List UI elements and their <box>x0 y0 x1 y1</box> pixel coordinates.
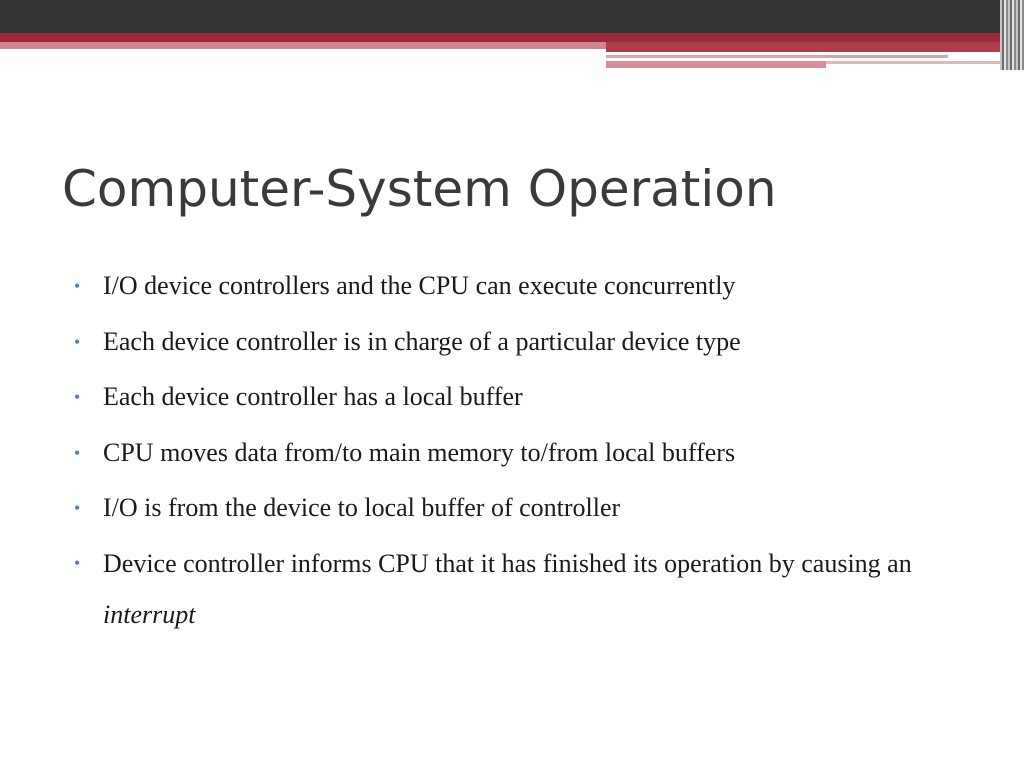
header-bar-red-right <box>606 42 1000 52</box>
bullet-text: I/O is from the device to local buffer of controller <box>103 493 621 522</box>
bullet-text: I/O device controllers and the CPU can execute concurrently <box>103 271 736 300</box>
bullet-item <box>74 538 954 640</box>
bullet-text: Each device controller is in charge of a particular device type <box>103 326 741 356</box>
bullet-item <box>74 266 954 306</box>
bullet-marker: • <box>74 387 81 407</box>
bullet-text-main: Device controller informs CPU that it has finished its operation by causing an <box>103 548 912 578</box>
bullet-item <box>74 322 954 362</box>
header-line-3 <box>826 61 1000 64</box>
bullet-text <box>103 538 954 640</box>
header-line-2 <box>606 61 826 68</box>
bullet-marker: • <box>74 331 81 352</box>
bullet-emphasis: interrupt <box>103 599 196 629</box>
bullet-marker: • <box>74 442 81 463</box>
header-line-1 <box>606 55 948 58</box>
bullet-marker: • <box>74 276 81 296</box>
bullet-list <box>74 266 954 655</box>
header-bar-rose <box>0 42 606 49</box>
bullet-text: Each device controller has a local buffer <box>103 382 523 411</box>
header-bar-red <box>0 33 1000 42</box>
header-stripes <box>1000 0 1024 70</box>
bullet-marker: • <box>74 498 81 518</box>
bullet-marker: • <box>74 552 81 573</box>
bullet-item <box>74 488 954 528</box>
header-bar-dark <box>0 0 1024 33</box>
slide-title: Computer-System Operation <box>62 160 777 218</box>
bullet-item <box>74 377 954 417</box>
bullet-text: CPU moves data from/to main memory to/from local buffers <box>103 437 736 467</box>
bullet-item <box>74 433 954 473</box>
